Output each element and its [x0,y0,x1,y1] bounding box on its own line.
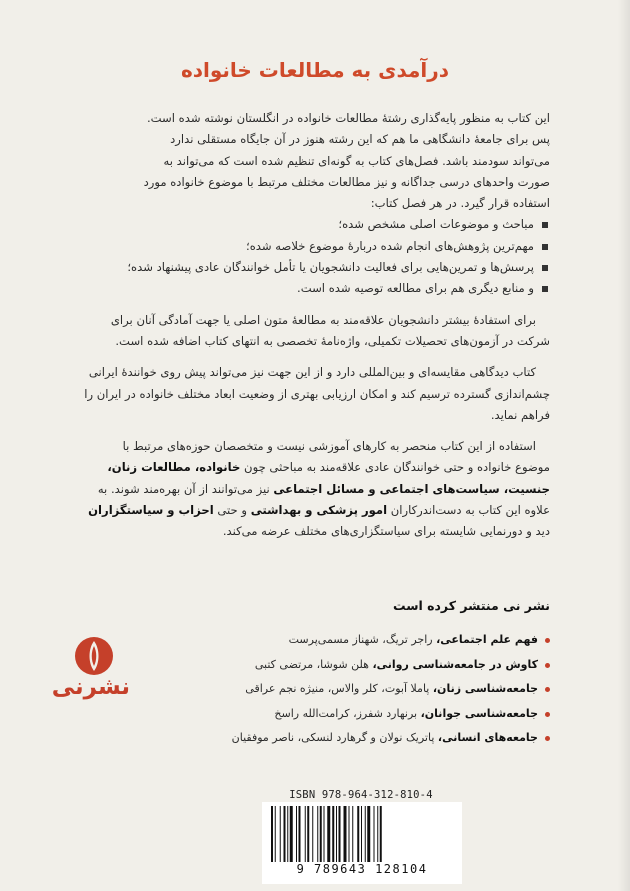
list-item [84,257,550,278]
square-bullet-icon [542,222,548,228]
list-item [84,278,550,299]
bullet-text: و منابع دیگری هم برای مطالعه توصیه شده است. [297,281,534,296]
square-bullet-icon [542,286,548,292]
square-bullet-icon [542,265,548,271]
bold-policymakers: احزاب و سیاستگزاران [88,503,214,518]
text-run: نیز می‌توانند از آن بهره‌مند شوند. به علاوه این کتاب به دست‌اندرکاران [97,481,550,518]
chapter-features-list [84,214,550,299]
book-title-bold: کاوش در جامعه‌شناسی روانی، [372,657,538,671]
intro-line: می‌تواند سودمند باشد. فصل‌های کتاب به گونه‌ای تنظیم شده است که می‌تواند به [163,153,550,168]
book-authors: برنهارد شفرز، کرامت‌الله راسخ [274,706,421,720]
paragraph-audience [84,436,550,542]
book-authors: پاتریک نولان و گرهارد لنسکی، ناصر موفقیان [231,731,438,744]
book-title-bold: جامعه‌شناسی زنان، [432,682,538,695]
text-run: دید و دورنمایی شایسته برای سیاستگزاری‌های مختلف عرضه می‌کند. [222,524,550,539]
dot-bullet-icon [545,663,550,668]
intro-line: صورت واحدهای درسی جداگانه و نیز مطالعات مختلف مرتبط با موضوع خانواده مورد [143,174,550,189]
intro-line: پس برای جامعهٔ دانشگاهی ما هم که این رشته هنوز در آن جایگاه مستقلی ندارد [170,132,550,147]
list-item [130,677,550,702]
barcode-number: 9 789643 128104 [296,862,428,876]
book-title-bold: فهم علم اجتماعی، [436,633,538,646]
intro-line: این کتاب به منظور پایه‌گذاری رشتهٔ مطالعات خانواده در انگلستان نوشته شده است. [146,111,550,125]
barcode-icon [270,806,454,862]
list-item [130,702,550,727]
book-title: درآمدی به مطالعات خانواده [180,58,450,82]
intro-line: استفاده قرار گیرد. در هر فصل کتاب: [370,196,550,211]
list-item [84,236,550,257]
text-run: و حتی [213,503,251,518]
book-title-bold: جامعه‌شناسی جوانان، [420,706,538,720]
text-run: استفاده از این کتاب منحصر به کارهای آموزشی نیست و متخصصان حوزه‌های مرتبط با موضوع خانواده و حتی خوانندگان عادی علاقه‌مند به مباحثی چون [122,439,550,475]
bullet-text: مهم‌ترین پژوهش‌های انجام شده دربارهٔ موضوع خلاصه شده؛ [246,238,534,253]
bold-topics: خانواده، مطالعات زنان، جنسیت، سیاست‌های اجتماعی و مسائل اجتماعی [107,460,550,496]
list-item [130,628,550,653]
list-item [130,726,550,751]
bullet-text: پرسش‌ها و تمرین‌هایی برای فعالیت دانشجویان یا تأمل خوانندگان عادی پیشنهاد شده؛ [127,260,534,275]
bold-medical: امور پزشکی و بهداشتی [250,503,388,518]
publisher-logo-text: نشرنی [51,674,130,700]
list-item [84,214,550,235]
dot-bullet-icon [545,687,550,692]
list-item [130,653,550,678]
also-published-heading: نشر نی منتشر کرده است [392,598,550,613]
bullet-text: مباحث و موضوعات اصلی مشخص شده؛ [338,217,534,232]
square-bullet-icon [542,244,548,250]
dot-bullet-icon [545,712,550,717]
paragraph-glossary: برای استفادهٔ بیشتر دانشجویان علاقه‌مند به مطالعهٔ متون اصلی یا جهت آمادگی آنان برای شرکت در آزمون‌های تحصیلات تکمیلی، واژه‌نامهٔ تخصصی به انتهای کتاب اضافه شده است. [110,312,550,348]
dot-bullet-icon [545,736,550,741]
book-title-bold: جامعه‌های انسانی، [437,731,538,744]
dot-bullet-icon [545,638,550,643]
description-text [84,108,550,543]
also-published-list [130,628,550,751]
book-authors: پاملا آبوت، کلر والاس، منیژه نجم عراقی [245,682,433,695]
spine-shadow [618,0,630,891]
paragraph-comparative: کتاب دیدگاهی مقایسه‌ای و بین‌المللی دارد و از این جهت نیز می‌تواند پیش روی خوانندهٔ ایرانی چشم‌اندازی گسترده ترسیم کند و امکان ارزیابی بهتری از وضعیت ابعاد مختلف خانواده در ایران را فراهم نماید. [84,365,550,422]
isbn-text: ISBN 978-964-312-810-4 [289,789,433,801]
book-authors: راجر تریگ، شهناز مسمی‌پرست [288,633,437,646]
book-authors: هلن شوشا، مرتضی کتبی [254,657,373,671]
